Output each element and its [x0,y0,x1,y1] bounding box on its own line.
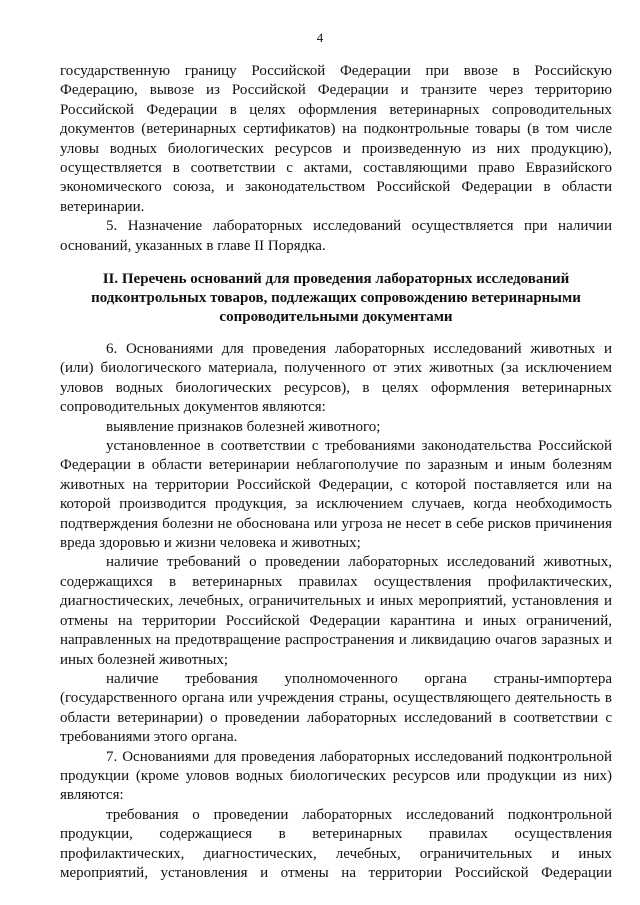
paragraph-continuation: государственную границу Российской Федерации при ввозе в Российскую Федерацию, вывозе из Российской Федерации и транзите через территорию Российской Федерации в целях оформления ветеринарных сопроводительных документов (ветеринарных сертификатов) на подконтрольные товары (в том числе уловы водных биологических ресурсов и произведенную из них продукцию), осуществляется в соответствии с актами, составляющими право Евразийского экономического союза, и законодательством Российской Федерации в области ветеринарии. [60,63,612,215]
paragraph-6-item-a: выявление признаков болезней животного; [106,418,381,435]
section-2-text-block [60,340,612,883]
paragraph-7-item-a: требования о проведении лабораторных исследований подконтрольной продукции, содержащиеся в ветеринарных правилах осуществления профилактических, диагностических, лечебных, ограничительных и иных мероприятий, установления и отмены на территории Российской Федерации [60,806,612,881]
paragraph-5: 5. Назначение лабораторных исследований осуществляется при наличии оснований, указанных в главе II Порядка. [60,218,612,254]
page-number: 4 [316,30,324,45]
paragraph-6-item-d: наличие требования уполномоченного органа страны-импортера (государственного органа или учреждения страны, осуществляющего деятельность в области ветеринарии) о проведении лабораторных исследований в соответствии с требованиями этого органа. [60,670,612,746]
section-heading-line-3: сопроводительными документами [219,309,453,325]
intro-text-block [60,62,612,256]
section-heading-line-1: II. Перечень оснований для проведения лабораторных исследований [102,271,570,287]
paragraph-6-item-c: наличие требований о проведении лабораторных исследований животных, содержащихся в ветеринарных правилах осуществления профилактических, диагностических, лечебных, ограничительных и иных мероприятий, установления и отмены на территории Российской Федерации карантина и иных ограничений, направленных на предотвращение распространения и ликвидацию очагов заразных и иных болезней животных; [60,554,612,668]
section-heading [60,270,612,327]
section-heading-line-2: подконтрольных товаров, подлежащих сопровождению ветеринарными [91,290,581,306]
paragraph-7: 7. Основаниями для проведения лабораторных исследований подконтрольной продукции (кроме уловов водных биологических ресурсов или продукции из них) являются: [60,748,612,804]
paragraph-6: 6. Основаниями для проведения лабораторных исследований животных и (или) биологического материала, полученного от этих животных (за исключением уловов водных биологических ресурсов), в целях оформления ветеринарных сопроводительных документов являются: [60,341,612,416]
paragraph-6-item-b: установленное в соответствии с требованиями законодательства Российской Федерации в области ветеринарии неблагополучие по заразным и иным болезням животных на территории Российской Федерации, с которой поставляется или на которой производится продукция, за исключением случаев, когда необходимость подтверждения болезни не обоснована или угроза не несет в себе рисков причинения вреда здоровью и жизни человека и животных; [60,438,612,552]
